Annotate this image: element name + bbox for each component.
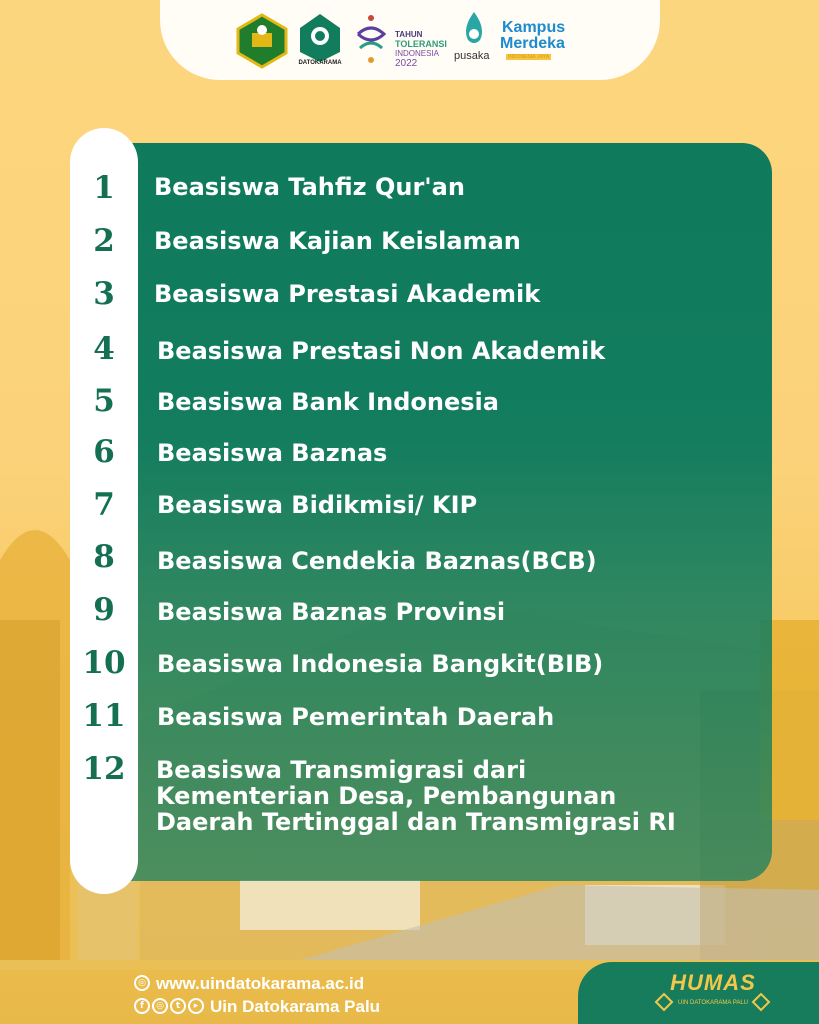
kampus-merdeka-line1: Kampus — [502, 19, 566, 36]
pusaka-caption: pusaka — [454, 50, 490, 62]
scholarship-item: Beasiswa Cendekia Baznas(BCB) — [157, 547, 597, 575]
list-number: 4 — [93, 331, 115, 367]
uin-datokarama-logo — [296, 12, 344, 66]
list-number: 8 — [93, 539, 115, 575]
scholarship-item: Beasiswa Tahfiz Qur'an — [154, 173, 465, 201]
list-number: 7 — [93, 487, 115, 523]
instagram-icon[interactable]: ◎ — [152, 998, 168, 1014]
facebook-icon[interactable]: f — [134, 998, 150, 1014]
tahun-toleransi-emblem — [350, 12, 392, 68]
youtube-icon[interactable]: ▸ — [188, 998, 204, 1014]
toleransi-line4: 2022 — [395, 58, 418, 69]
scholarship-item: Beasiswa Transmigrasi dari Kementerian Desa, Pembangunan Daerah Tertinggal dan Transmigrasi RI — [156, 756, 676, 836]
list-number: 2 — [93, 223, 115, 259]
scholarship-item: Beasiswa Prestasi Akademik — [154, 280, 541, 308]
list-number: 1 — [93, 170, 115, 206]
toleransi-line3: INDONESIA — [395, 49, 440, 58]
list-number: 10 — [82, 645, 126, 681]
list-number: 5 — [93, 383, 115, 419]
scholarship-item: Beasiswa Indonesia Bangkit(BIB) — [157, 650, 604, 678]
scholarship-item: Beasiswa Bidikmisi/ KIP — [157, 491, 478, 519]
social-handle: Uin Datokarama Palu — [210, 997, 381, 1016]
scholarship-item: Beasiswa Prestasi Non Akademik — [157, 337, 606, 365]
list-number: 11 — [82, 698, 126, 734]
humas-title: HUMAS — [670, 970, 756, 995]
humas-subtitle: UIN DATOKARAMA PALU — [677, 1000, 749, 1006]
list-number: 3 — [93, 276, 115, 312]
kampus-merdeka-line2: Merdeka — [500, 35, 565, 52]
website-link[interactable]: www.uindatokarama.ac.id — [156, 974, 365, 993]
uin-logo-caption: DATOKARAMA — [298, 60, 342, 66]
toleransi-line1: TAHUN — [395, 30, 423, 39]
scholarship-item: Beasiswa Baznas — [157, 439, 388, 467]
toleransi-line2: TOLERANSI — [395, 39, 447, 49]
globe-icon: ◎ — [134, 975, 150, 991]
scholarship-item: Beasiswa Bank Indonesia — [157, 388, 499, 416]
scholarship-item: Beasiswa Pemerintah Daerah — [157, 703, 555, 731]
scholarship-item: Beasiswa Baznas Provinsi — [157, 598, 506, 626]
list-number: 12 — [82, 751, 126, 787]
kemenag-logo — [234, 13, 290, 69]
scholarship-item: Beasiswa Kajian Keislaman — [154, 227, 521, 255]
list-number: 9 — [93, 592, 115, 628]
twitter-icon[interactable]: t — [170, 998, 186, 1014]
pusaka-drop-icon — [460, 10, 488, 48]
kampus-merdeka-line3: INDONESIA JAYA — [508, 54, 550, 60]
list-number: 6 — [93, 434, 115, 470]
